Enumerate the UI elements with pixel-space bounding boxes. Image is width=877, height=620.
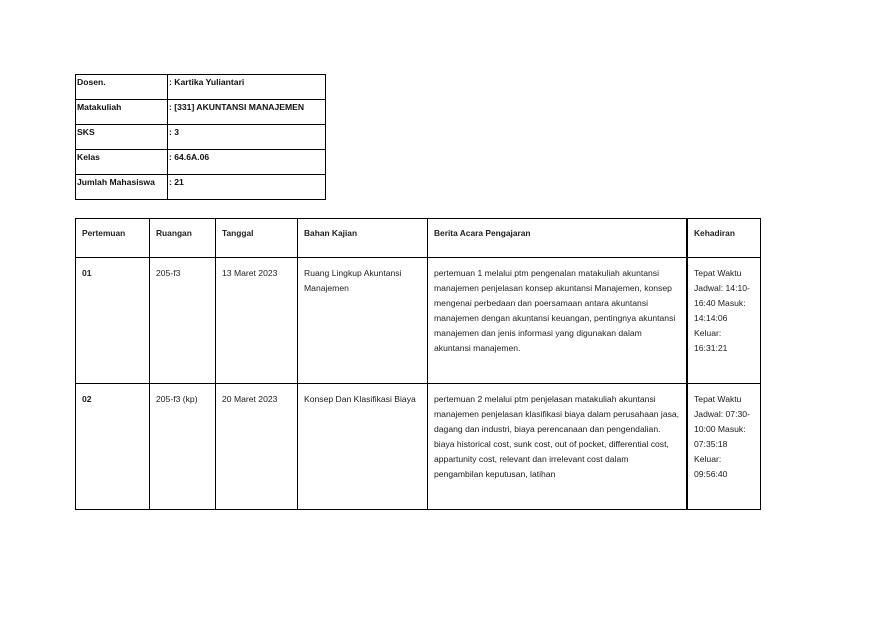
cell-berita-acara: pertemuan 1 melalui ptm pengenalan matakuliah akuntansi manajemen penjelasan konsep akuntansi Manajemen, konsep mengenai perbedaan dan poersamaan antara akuntansi manajemen dengan akuntansi keuangan, pentingnya akuntansi manajemen dan jenis informasi yang digunakan dalam akuntansi manajemen.: [428, 258, 688, 384]
header-berita-acara: Berita Acara Pengajaran: [428, 219, 688, 258]
info-row-kelas: [76, 150, 326, 175]
header-ruangan: Ruangan: [150, 219, 216, 258]
cell-tanggal: 20 Maret 2023: [216, 384, 298, 510]
attendance-table: [75, 218, 761, 510]
cell-tanggal: 13 Maret 2023: [216, 258, 298, 384]
cell-pertemuan: 02: [76, 384, 150, 510]
info-value: : Kartika Yuliantari: [168, 75, 326, 100]
course-info-table: [75, 74, 326, 200]
info-label: Dosen.: [76, 75, 168, 100]
cell-ruangan: 205-f3: [150, 258, 216, 384]
info-row-jumlah: [76, 175, 326, 200]
cell-ruangan: 205-f3 (kp): [150, 384, 216, 510]
info-row-matakuliah: [76, 100, 326, 125]
info-value: : 3: [168, 125, 326, 150]
info-row-sks: [76, 125, 326, 150]
cell-bahan-kajian: Ruang Lingkup Akuntansi Manajemen: [298, 258, 428, 384]
cell-bahan-kajian: Konsep Dan Klasifikasi Biaya: [298, 384, 428, 510]
info-label: Jumlah Mahasiswa: [76, 175, 168, 200]
header-kehadiran: Kehadiran: [687, 219, 761, 258]
header-bahan-kajian: Bahan Kajian: [298, 219, 428, 258]
info-row-dosen: [76, 75, 326, 100]
table-row: [76, 258, 761, 384]
header-tanggal: Tanggal: [216, 219, 298, 258]
info-value: : 21: [168, 175, 326, 200]
table-header-row: [76, 219, 761, 258]
info-value: : [331] AKUNTANSI MANAJEMEN: [168, 100, 326, 125]
info-label: Kelas: [76, 150, 168, 175]
table-row: [76, 384, 761, 510]
cell-berita-acara: pertemuan 2 melalui ptm penjelasan matakuliah akuntansi manajemen penjelasan klasifikasi biaya dalam perusahaan jasa, dagang dan industri, biaya perencanaan dan pengendalian. biaya historical cost, sunk cost, out of pocket, differential cost, appartunity cost, relevant dan irrelevant cost dalam pengambilan keputusan, latihan: [428, 384, 688, 510]
cell-kehadiran: Tepat Waktu Jadwal: 07:30-10:00 Masuk: 07:35:18 Keluar: 09:56:40: [687, 384, 761, 510]
info-value: : 64.6A.06: [168, 150, 326, 175]
info-label: Matakuliah: [76, 100, 168, 125]
cell-kehadiran: Tepat Waktu Jadwal: 14:10-16:40 Masuk: 14:14:06 Keluar: 16:31:21: [687, 258, 761, 384]
info-label: SKS: [76, 125, 168, 150]
header-pertemuan: Pertemuan: [76, 219, 150, 258]
cell-pertemuan: 01: [76, 258, 150, 384]
